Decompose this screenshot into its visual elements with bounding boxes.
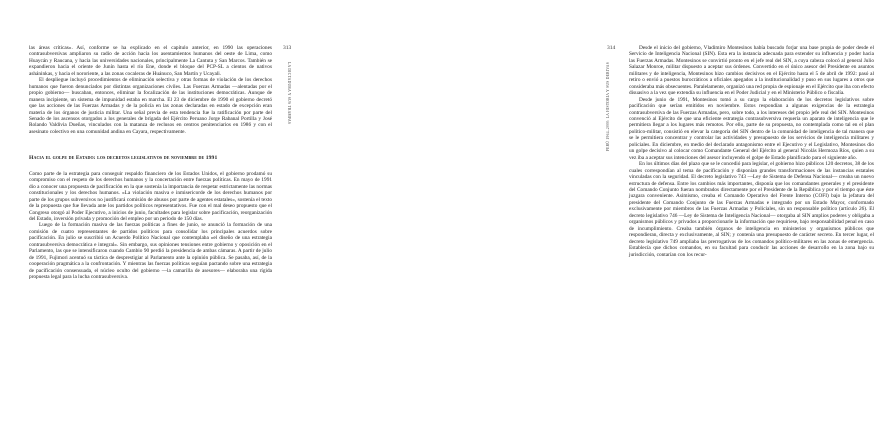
body-paragraph: las áreas críticas». Así, conforme se ha explicado en el capítulo anterior, en 1990 las operaciones contrasubversivas ampliaron su radio de acción hacia los asentamientos humanos del oeste de Lima, como Huaycán y Raucana, y hacia las universidades nacionales, principalmente La Cantuta y San Marcos. También se expandieron hacia el oriente de Junín hasta el río Ene, donde el bloque del PCP-SL a cientos de nativos asháninkas, y hacia el nororiente, a las zonas cocaleras de Huánuco, San Martín y Ucayali. bbox=[29, 45, 272, 77]
body-paragraph: Desde el inicio del gobierno, Vladimiro Montesinos había buscado forjar una base propia de poder desde el Servicio de Inteligencia Nacional (SIN). Esta era la instancia adecuada para extender su influencia y poder hacia las Fuerzas Armadas. Montesinos se convirtió pronto en el jefe real del SIN, a cuya cabeza colocó al general Julio Salazar Monroe, militar dispuesto a aceptar sus órdenes. Convertido en el único asesor del Presidente en asuntos militares y de inteligencia, Montesinos hizo cambios decisivos en el Ejército hasta el 5 de abril de 1992: pasó al retiro o envió a puestos burocráticos a oficiales apegados a la institucionalidad y puso en sus lugares a otros que consideraba más obsecuentes. Paralelamente, organizó una red propia de espionaje en el Ejército que iba con efecto disuasivo a la vez que extendía su influencia en el Poder Judicial y en el Ministerio Público o fiscalía. bbox=[629, 45, 874, 97]
right-page bbox=[300, 0, 874, 431]
body-paragraph: Como parte de la estrategia para conseguir respaldo financiero de los Estados Unidos, el gobierno prodamó su compromiso con el respeto de los derechos humanos y la concertación entre fuerzas políticas. En mayo de 1991 dio a conocer una propuesta de pacificación en la que sostenía la importancia de respetar estrictamente las normas constitucionales y los derechos humanos. «La violación masiva e inmisericorde de los derechos humanos por parte de los grupos subversivos no justificará comisión de abusos por parte de agentes estatales», sostenía el texto de la propuesta que fue llevada ante los partidos políticos representativos. Fue con el mal deseo propuesto que el Congreso otorgó al Poder Ejecutivo, a inicios de junio, facultades para legislar sobre pacificación, reorganización del Estado, inversión privada y promoción del empleo por un periodo de 150 días. bbox=[29, 170, 272, 222]
body-paragraph: Desde junio de 1991, Montesinos tomó a su cargo la elaboración de los decretos legislativos sobre pacificación que serían emitidos en noviembre. Estos respondían a algunas exigencias de la estrategia contrasubversiva de las Fuerzas Armadas, pero, sobre todo, a los intereses del propio jefe real del SIN. Montesinos convenció al Ejército de que una eficiente estrategia contrasubversiva requería un aparato de inteligencia que le permitiera llegar a los lugares más remotos. Por ello, parte de su propuesta, no contemplada como tal en el plan político-militar, consistió en elevar la categoría del SIN dentro de la comunidad de inteligencia de tal manera que se le permitiera concentrar y controlar las actividades y presupuesto de los servicios de inteligencia militares y policiales. En diciembre, en medio del declarado antagonismo entre el Ejecutivo y el Legislativo, Montesinos dio un golpe decisivo al colocar como Comandante General del Ejército al general Nicolás Hermoza Ríos, quien a su vez iba a aceptar sus intenciones del asesor incluyendo el golpe de Estado planificado para el siguiente año. bbox=[629, 96, 874, 161]
right-text-column bbox=[629, 45, 874, 258]
left-page bbox=[0, 0, 300, 431]
body-paragraph: El despliegue incluyó procedimientos de eliminación selectiva y otras formas de violación de los derechos humanos que fueron denunciados por distintas organizaciones civiles. Las Fuerzas Armadas —alentadas por el propio gobierno— buscaban, entonces, eliminar la focalización de las instituciones democráticas. Aunque de manera incipiente, un sistema de impunidad estaba en marcha. El 23 de diciembre de 1990 el gobierno decretó que las acciones de las Fuerzas Armadas y de la policía en las zonas declaradas en estado de excepción eran materia de los órganos de justicia militar. Una señal previa de esta tendencia fue la ratificación por parte del Senado de los ascensos otorgados a los generales de brigada del Ejército Peruano Jorge Rabanal Portilla y José Rolando Valdivia Dueñas, vinculados con la matanza de reclusos en centros penitenciarios en 1986 y con el asesinato colectivo en una comunidad andina en Cayara, respectivamente. bbox=[29, 77, 272, 135]
left-text-column bbox=[29, 45, 272, 281]
running-head-right: PERÚ 1964–2000: LA HISTORIA Y SUS DERIVAS bbox=[606, 62, 610, 152]
page-number-right: 314 bbox=[607, 45, 616, 51]
body-paragraph: En los últimos días del plazo que se le concedió para legislar, el gobierno hizo públicos 120 decretos, 38 de los cuales correspondían al tema de pacificación y disponían grandes transformaciones de las instancias estatales vinculadas con la seguridad. El decreto legislativo 743 —Ley de Sistema de Defensa Nacional— creaba un nuevo estructura de defensa. Entre los cambios más importantes, disponía que los comandantes generales y el presidente del Comando Conjunto fueran nombrados directamente por el Presidente de la República y por el tiempo que éste juzgara conveniente. Asimismo, creaba el Comando Operativo del Frente Interno (COFI) bajo la jefatura del presidente del Comando Conjunto de las Fuerzas Armadas e integrado por un Estado Mayor, conformado exclusivamente por miembros de las Fuerzas Armadas y Policiales, sin un responsable político (artículo 26). El decreto legislativo 746 —Ley de Sistema de Inteligencia Nacional— otorgaba al SIN amplios poderes y obligaba a organismos públicos y privados a proporcionarle la información que requiriese, bajo responsabilidad penal en caso de incumplimiento. Creaba también órganos de inteligencia en ministerios y organismos públicos que respondieran, directa y exclusivamente, al SIN; y contenía una presupuesto de carácter secreto. En tercer lugar, el decreto legislativo 749 ampliaba las prerrogativas de los comandos político-militares en las zonas de emergencia. Establecía que dichos comandos, en su facultad para conducir las acciones de desarrollo en la zona bajo su jurisdicción, contarían con los recur- bbox=[629, 161, 874, 258]
page-number-left: 313 bbox=[283, 45, 292, 51]
running-head-left: LA DICTADURA Y SUS TRAMPAS bbox=[287, 62, 291, 125]
body-paragraph: Luego de la formación masiva de las fuerzas políticas a fines de junio, se anunció la formación de una comisión de cuatro representantes de partidos políticos para consolidar los principales acuerdos sobre pacificación. En julio se suscribió un Acuerdo Político Nacional que contemplaba «el diseño de una estrategia contrasubversiva democrática e integral». Sin embargo, sus opiniones tensiones entre gobierno y oposición en el Parlamento, las que se intensificaron cuando Cambio 90 perdió la presidencia de ambas cámaras. A partir de julio de 1991, Fujimori acentuó su táctica de desprestigiar al Parlamento ante la opinión pública. Se pasaba, así, de la cooperación pragmática a la confrontación. Y mientras las fuerzas políticas seguían pactando sobre una estrategia de pacificación consensuada, el núcleo oculto del gobierno —la camarilla de asesores— elaboraba una rígida propuesta legal para la lucha contrasubversiva. bbox=[29, 222, 272, 281]
section-heading: Hacia el golpe de Estado: los decretos legislativos de noviembre de 1991 bbox=[29, 155, 218, 162]
